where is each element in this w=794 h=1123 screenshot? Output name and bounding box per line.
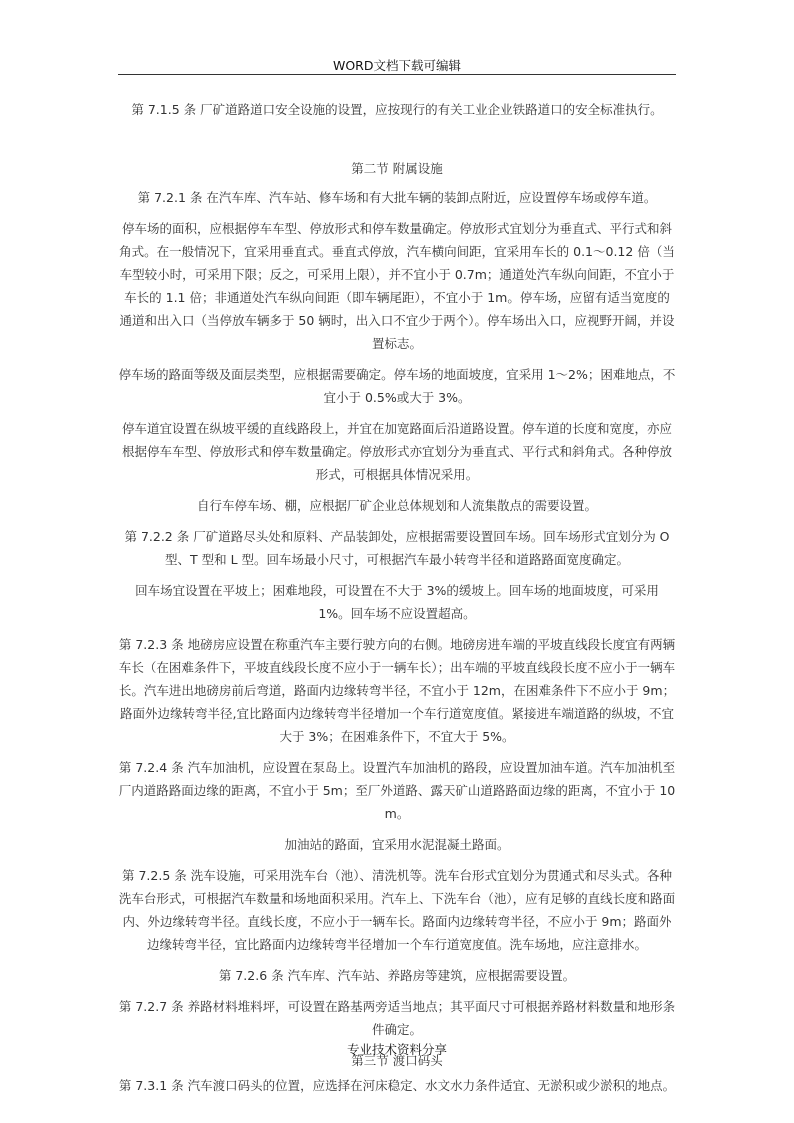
article-7-2-5: 第 7.2.5 条 洗车设施，可采用洗车台（池）、清洗机等。洗车台形式宜划分为贯通式和尽头式。各种洗车台形式，可根据汽车数量和场地面积采用。汽车上、下洗车台（池），应有足够的直线长度和路面内、外边缘转弯半径。直线长度，不应小于一辆车长。路面内边缘转弯半径，不应小于 9m；路面外边缘转弯半径，宜比路面内边缘转弯半径增加一个车行道宽度值。洗车场地，应注意排水。 bbox=[118, 868, 676, 952]
parking-pavement-paragraph: 停车场的路面等级及面层类型，应根据需要确定。停车场的地面坡度，宜采用 1～2%；困难地点，不宜小于 0.5%或大于 3%。 bbox=[118, 367, 676, 405]
article-7-2-1: 第 7.2.1 条 在汽车库、汽车站、修车场和有大批车辆的装卸点附近，应设置停车场或停车道。 bbox=[137, 190, 657, 205]
section-heading-2: 第二节 附属设施 bbox=[351, 161, 443, 176]
parking-lane-paragraph: 停车道宜设置在纵坡平缓的直线路段上，并宜在加宽路面后沿道路设置。停车道的长度和宽度，亦应根据停车车型、停放形式和停车数量确定。停放形式亦宜划分为垂直式、平行式和斜角式。各种停放形式，可根据具体情况采用。 bbox=[121, 421, 672, 482]
article-7-1-5: 第 7.1.5 条 厂矿道路道口安全设施的设置，应按现行的有关工业企业铁路道口的安全标准执行。 bbox=[131, 102, 663, 117]
header-rule bbox=[118, 74, 676, 75]
article-7-2-7: 第 7.2.7 条 养路材料堆料坪，可设置在路基两旁适当地点；其平面尺寸可根据养路材料数量和地形条件确定。 bbox=[118, 999, 676, 1037]
parking-area-paragraph: 停车场的面积，应根据停车车型、停放形式和停车数量确定。停放形式宜划分为垂直式、平行式和斜角式。在一般情况下，宜采用垂直式。垂直式停放，汽车横向间距，宜采用车长的 0.1～0.12 倍（当车型较小时，可采用下限；反之，可采用上限），并不宜小于 0.7m；通道处汽车纵向间距，不宜小于车长的 1.1 倍；非通道处汽车纵向间距（即车辆尾距），不宜小于 1m。停车场，应留有适当宽度的通道和出入口（当停放车辆多于 50 辆时，出入口不宜少于两个）。停车场出入口，应视野开阔，并设置标志。 bbox=[119, 221, 675, 351]
article-7-2-4: 第 7.2.4 条 汽车加油机，应设置在泵岛上。设置汽车加油机的路段，应设置加油车道。汽车加油机至厂内道路路面边缘的距离，不宜小于 5m；至厂外道路、露天矿山道路路面边缘的距离，不宜小于 10m。 bbox=[118, 760, 676, 821]
article-7-2-2: 第 7.2.2 条 厂矿道路尽头处和原料、产品装卸处，应根据需要设置回车场。回车场形式宜划分为 O 型、T 型和 L 型。回车场最小尺寸，可根据汽车最小转弯半径和道路路面宽度确定。 bbox=[124, 529, 670, 567]
bicycle-parking-paragraph: 自行车停车场、棚，应根据厂矿企业总体规划和人流集散点的需要设置。 bbox=[196, 498, 597, 513]
article-7-3-1: 第 7.3.1 条 汽车渡口码头的位置，应选择在河床稳定、水文水力条件适宜、无淤积或少淤积的地点。 bbox=[118, 1078, 676, 1093]
gas-station-pavement-paragraph: 加油站的路面，宜采用水泥混凝土路面。 bbox=[284, 837, 510, 852]
page-footer: 专业技术资料分享 bbox=[346, 1042, 447, 1057]
turnaround-paragraph: 回车场宜设置在平坡上；困难地段，可设置在不大于 3%的缓坡上。回车场的地面坡度，可采用 1%。回车场不应设置超高。 bbox=[135, 583, 659, 621]
document-body bbox=[118, 98, 676, 1097]
page-header: WORD文档下载可编辑 bbox=[332, 58, 461, 73]
article-7-2-6: 第 7.2.6 条 汽车库、汽车站、养路房等建筑，应根据需要设置。 bbox=[218, 968, 576, 983]
section-heading-3: 第三节 渡口码头 bbox=[351, 1053, 443, 1068]
article-7-2-3: 第 7.2.3 条 地磅房应设置在称重汽车主要行驶方向的右侧。地磅房进车端的平坡直线段长度宜有两辆车长（在困难条件下，平坡直线段长度不应小于一辆车长）；出车端的平坡直线段长度不应小于一辆车长。汽车进出地磅房前后弯道，路面内边缘转弯半径，不宜小于 12m，在困难条件下不应小于 9m；路面外边缘转弯半径,宜比路面内边缘转弯半径增加一个车行道宽度值。紧接进车端道路的纵坡，不宜大于 3%；在困难条件下，不宜大于 5%。 bbox=[118, 637, 676, 744]
